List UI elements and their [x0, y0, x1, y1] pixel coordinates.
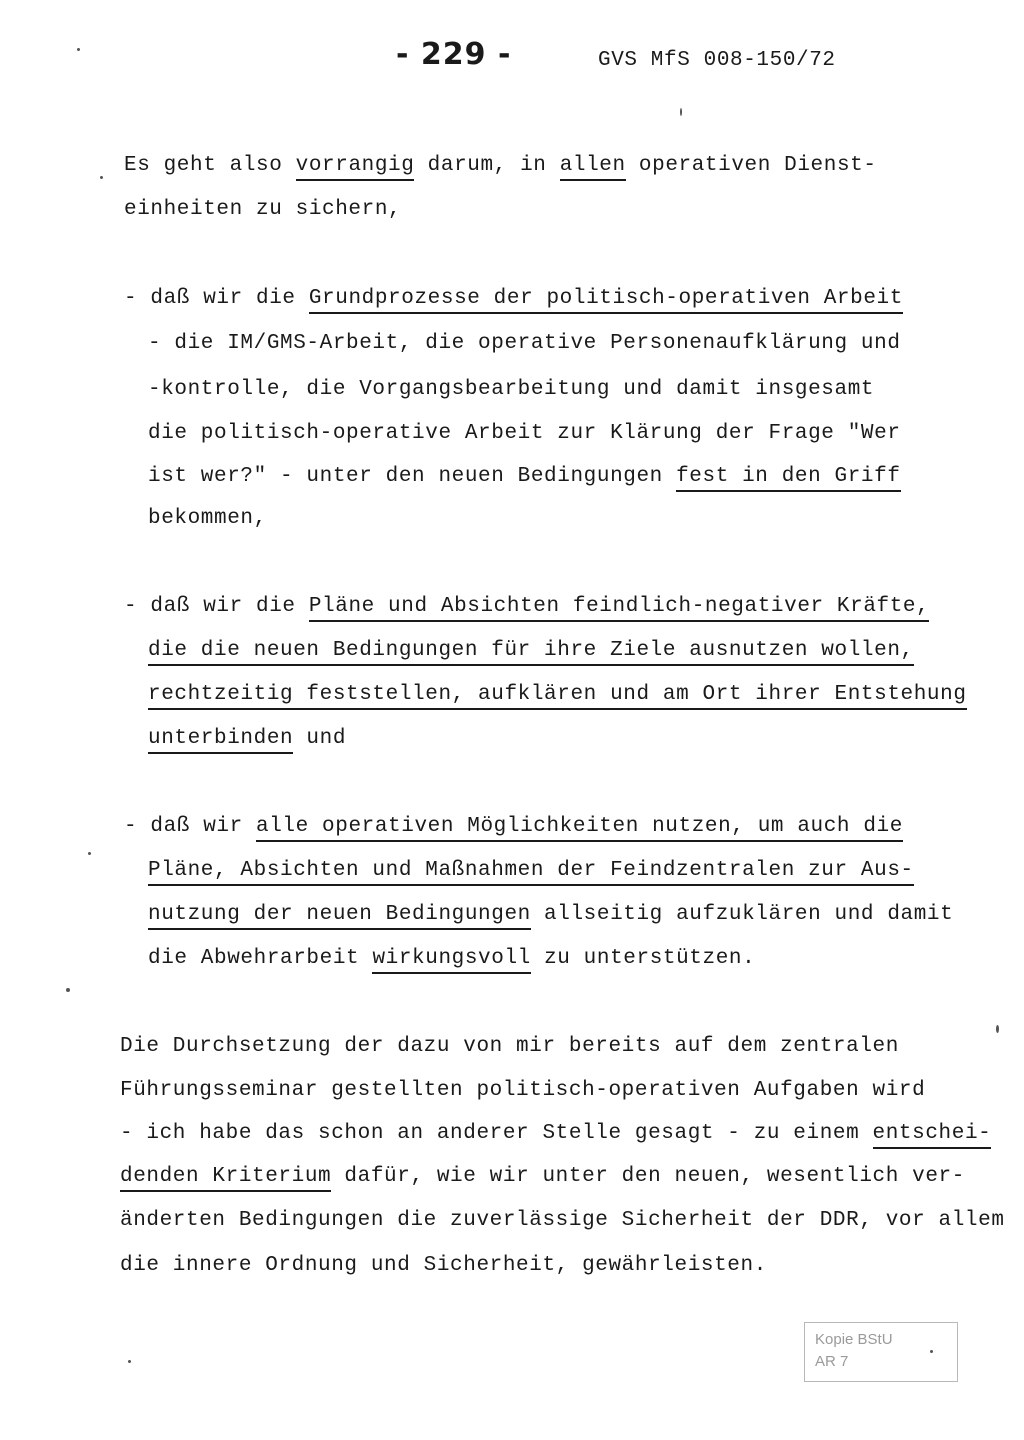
item2-line-4: unterbinden und: [148, 728, 346, 749]
archive-stamp: [804, 1322, 958, 1382]
scan-speck: [66, 988, 70, 992]
item2-line-1: - daß wir die Pläne und Absichten feindlich-negativer Kräfte,: [124, 596, 929, 617]
item1-line-2: - die IM/GMS-Arbeit, die operative Personenaufklärung und: [148, 332, 901, 355]
stamp-line-1: Kopie BStU: [815, 1331, 893, 1348]
scan-speck: [100, 176, 103, 179]
item1-line-5: ist wer?" - unter den neuen Bedingungen fest in den Griff: [148, 466, 901, 487]
stamp-line-2: AR 7: [815, 1353, 849, 1370]
item1-line-4: die politisch-operative Arbeit zur Klärung der Frage "Wer: [148, 422, 901, 445]
intro-line-2: einheiten zu sichern,: [124, 198, 402, 221]
scan-speck: [680, 108, 682, 116]
scan-speck: [930, 1350, 933, 1353]
item2-line-2: die die neuen Bedingungen für ihre Ziele ausnutzen wollen,: [148, 640, 914, 661]
page-number: - 229 -: [396, 37, 512, 72]
closing-line-4: denden Kriterium dafür, wie wir unter den neuen, wesentlich ver-: [120, 1166, 965, 1187]
item3-line-2: Pläne, Absichten und Maßnahmen der Feindzentralen zur Aus-: [148, 860, 914, 881]
closing-line-3: - ich habe das schon an anderer Stelle gesagt - zu einem entschei-: [120, 1123, 991, 1144]
closing-line-6: die innere Ordnung und Sicherheit, gewährleisten.: [120, 1254, 767, 1277]
item3-line-3: nutzung der neuen Bedingungen allseitig aufzuklären und damit: [148, 904, 953, 925]
item1-line-6: bekommen,: [148, 507, 267, 530]
scan-speck: [88, 852, 91, 855]
document-reference: GVS MfS 008-150/72: [598, 49, 836, 72]
item1-line-3: -kontrolle, die Vorgangsbearbeitung und damit insgesamt: [148, 378, 875, 401]
item3-line-1: - daß wir alle operativen Möglichkeiten nutzen, um auch die: [124, 816, 903, 837]
item3-line-4: die Abwehrarbeit wirkungsvoll zu unterstützen.: [148, 948, 755, 969]
item1-line-1: - daß wir die Grundprozesse der politisch-operativen Arbeit: [124, 288, 903, 309]
closing-line-5: änderten Bedingungen die zuverlässige Sicherheit der DDR, vor allem: [120, 1209, 1005, 1232]
scan-speck: [996, 1025, 999, 1033]
intro-line-1: Es geht also vorrangig darum, in allen operativen Dienst-: [124, 155, 877, 176]
scan-speck: [128, 1360, 131, 1363]
closing-line-2: Führungsseminar gestellten politisch-operativen Aufgaben wird: [120, 1079, 926, 1102]
scan-speck: [77, 48, 80, 51]
item2-line-3: rechtzeitig feststellen, aufklären und am Ort ihrer Entstehung: [148, 684, 967, 705]
closing-line-1: Die Durchsetzung der dazu von mir bereits auf dem zentralen: [120, 1035, 899, 1058]
